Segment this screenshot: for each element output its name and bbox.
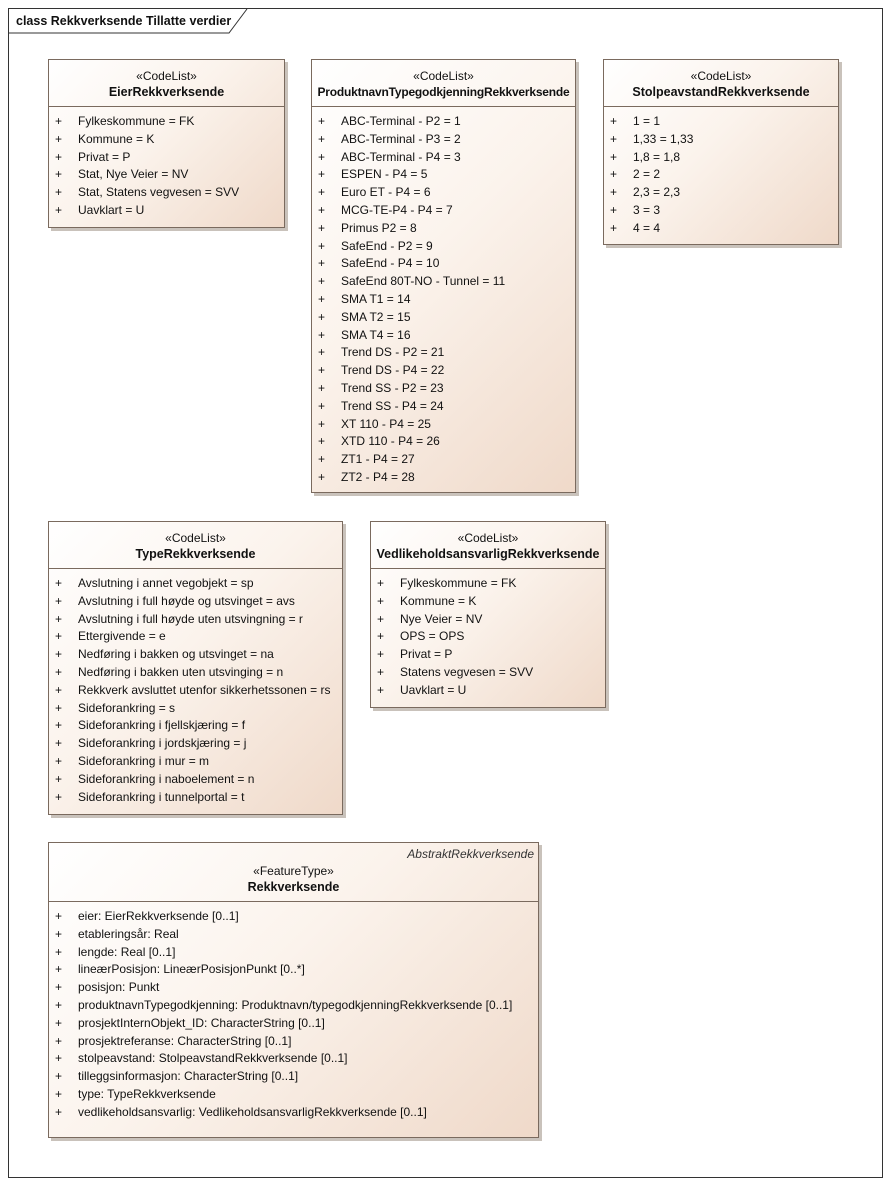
attribute-row[interactable] — [312, 398, 575, 416]
visibility-public-icon: + — [55, 202, 63, 217]
visibility-public-icon: + — [55, 1069, 63, 1084]
class-header — [49, 843, 538, 902]
attribute-text: Rekkverk avsluttet utenfor sikkerhetssonen = rs — [78, 682, 331, 697]
attribute-row[interactable] — [49, 184, 284, 202]
attribute-text: Sideforankring i mur = m — [78, 753, 210, 768]
visibility-public-icon: + — [55, 1086, 63, 1101]
visibility-public-icon: + — [318, 131, 326, 146]
visibility-public-icon: + — [55, 114, 63, 128]
attribute-row[interactable] — [604, 149, 838, 167]
attribute-row[interactable] — [49, 113, 284, 131]
attribute-text: type: TypeRekkverksende — [78, 1086, 216, 1101]
visibility-public-icon: + — [377, 611, 385, 626]
attribute-row[interactable] — [604, 220, 838, 238]
visibility-public-icon: + — [377, 664, 385, 679]
class-header — [49, 60, 284, 107]
visibility-public-icon: + — [610, 131, 618, 146]
visibility-public-icon: + — [55, 962, 63, 977]
stereotype-label: «CodeList» — [136, 69, 197, 83]
attribute-row[interactable] — [49, 979, 538, 997]
visibility-public-icon: + — [55, 909, 63, 923]
attribute-row[interactable] — [49, 1050, 538, 1068]
attribute-text: Trend DS - P2 = 21 — [341, 345, 445, 360]
visibility-public-icon: + — [55, 718, 63, 733]
attribute-text: prosjektInternObjekt_ID: CharacterString [0..1] — [78, 1015, 325, 1030]
attribute-row[interactable] — [49, 682, 342, 700]
attribute-list — [49, 107, 284, 224]
visibility-public-icon: + — [318, 149, 326, 164]
attribute-text: SMA T1 = 14 — [341, 291, 411, 306]
visibility-public-icon: + — [318, 309, 326, 324]
attribute-row[interactable] — [49, 700, 342, 718]
visibility-public-icon: + — [55, 131, 63, 146]
attribute-row[interactable] — [49, 166, 284, 184]
attribute-row[interactable] — [49, 1068, 538, 1086]
attribute-row[interactable] — [312, 273, 575, 291]
attribute-text: XTD 110 - P4 = 26 — [341, 434, 440, 449]
visibility-public-icon: + — [318, 452, 326, 467]
visibility-public-icon: + — [610, 220, 618, 235]
attribute-text: stolpeavstand: StolpeavstandRekkverksende [0..1] — [78, 1051, 348, 1066]
visibility-public-icon: + — [377, 682, 385, 697]
attribute-text: Kommune = K — [400, 593, 477, 608]
attribute-text: Uavklart = U — [400, 682, 467, 697]
visibility-public-icon: + — [55, 682, 63, 697]
attribute-text: 4 = 4 — [633, 220, 661, 235]
visibility-public-icon: + — [55, 753, 63, 768]
attribute-row[interactable] — [312, 362, 575, 380]
attribute-row[interactable] — [371, 664, 605, 682]
attribute-row[interactable] — [49, 753, 342, 771]
attribute-row[interactable] — [371, 646, 605, 664]
visibility-public-icon: + — [610, 114, 618, 128]
attribute-row[interactable] — [604, 113, 838, 131]
attribute-text: Stat, Statens vegvesen = SVV — [78, 185, 240, 200]
visibility-public-icon: + — [55, 1051, 63, 1066]
attribute-text: Nedføring i bakken uten utsvinging = n — [78, 664, 284, 679]
attribute-row[interactable] — [49, 149, 284, 167]
visibility-public-icon: + — [318, 469, 326, 484]
attribute-row[interactable] — [49, 131, 284, 149]
class-eier-rekkverksende[interactable] — [48, 59, 285, 228]
attribute-row[interactable] — [49, 664, 342, 682]
attribute-row[interactable] — [49, 1104, 538, 1122]
attribute-row[interactable] — [312, 166, 575, 184]
attribute-list — [49, 569, 342, 810]
stereotype-label: «CodeList» — [457, 531, 519, 545]
attribute-row[interactable] — [312, 255, 575, 273]
class-name: EierRekkverksende — [108, 85, 225, 99]
visibility-public-icon: + — [318, 345, 326, 360]
attribute-text: Trend DS - P4 = 22 — [341, 363, 445, 378]
attribute-row[interactable] — [49, 997, 538, 1015]
attribute-row[interactable] — [312, 220, 575, 238]
visibility-public-icon: + — [610, 185, 618, 200]
attribute-text: Nedføring i bakken og utsvinget = na — [78, 647, 274, 662]
attribute-text: SMA T4 = 16 — [341, 327, 411, 342]
attribute-text: SafeEnd - P4 = 10 — [341, 256, 440, 271]
attribute-text: Nye Veier = NV — [400, 611, 483, 626]
visibility-public-icon: + — [55, 647, 63, 662]
attribute-row[interactable] — [49, 575, 342, 593]
visibility-public-icon: + — [55, 611, 63, 626]
attribute-row[interactable] — [49, 628, 342, 646]
attribute-row[interactable] — [312, 327, 575, 345]
attribute-text: Privat = P — [78, 149, 131, 164]
visibility-public-icon: + — [318, 434, 326, 449]
attribute-text: 1,8 = 1,8 — [633, 149, 681, 164]
attribute-text: Fylkeskommune = FK — [78, 114, 195, 128]
attribute-text: vedlikeholdsansvarlig: VedlikeholdsansvarligRekkverksende [0..1] — [78, 1104, 427, 1119]
attribute-text: SMA T2 = 15 — [341, 309, 411, 324]
attribute-text: Primus P2 = 8 — [341, 220, 417, 235]
attribute-text: Trend SS - P4 = 24 — [341, 398, 444, 413]
frame-title: class Rekkverksende Tillatte verdier — [16, 14, 232, 28]
attribute-text: 2,3 = 2,3 — [633, 185, 681, 200]
visibility-public-icon: + — [610, 167, 618, 182]
attribute-text: posisjon: Punkt — [78, 980, 160, 995]
attribute-row[interactable] — [371, 682, 605, 700]
attribute-text: prosjektreferanse: CharacterString [0..1] — [78, 1033, 292, 1048]
class-name: StolpeavstandRekkverksende — [632, 85, 810, 99]
attribute-row[interactable] — [371, 611, 605, 629]
attribute-text: Sideforankring i naboelement = n — [78, 771, 255, 786]
attribute-text: Sideforankring i tunnelportal = t — [78, 789, 245, 804]
attribute-row[interactable] — [312, 149, 575, 167]
attribute-text: Avslutning i annet vegobjekt = sp — [78, 576, 254, 590]
visibility-public-icon: + — [318, 185, 326, 200]
attribute-row[interactable] — [49, 926, 538, 944]
attribute-row[interactable] — [49, 1033, 538, 1051]
attribute-row[interactable] — [371, 593, 605, 611]
attribute-text: ABC-Terminal - P4 = 3 — [341, 149, 461, 164]
attribute-row[interactable] — [312, 469, 575, 487]
visibility-public-icon: + — [55, 944, 63, 959]
attribute-list — [49, 902, 538, 1126]
visibility-public-icon: + — [318, 291, 326, 306]
class-header — [604, 60, 838, 107]
attribute-text: eier: EierRekkverksende [0..1] — [78, 909, 239, 923]
attribute-row[interactable] — [49, 611, 342, 629]
class-stolpeavstand-rekkverksende[interactable] — [603, 59, 839, 245]
attribute-text: produktnavnTypegodkjenning: Produktnavn/typegodkjenningRekkverksende [0..1] — [78, 997, 513, 1012]
visibility-public-icon: + — [318, 167, 326, 182]
visibility-public-icon: + — [610, 202, 618, 217]
attribute-text: Trend SS - P2 = 23 — [341, 380, 444, 395]
attribute-row[interactable] — [49, 789, 342, 807]
visibility-public-icon: + — [318, 114, 326, 128]
visibility-public-icon: + — [55, 700, 63, 715]
class-vedlikeholdsansvarlig-rekkverksende[interactable] — [370, 521, 606, 708]
attribute-row[interactable] — [49, 908, 538, 926]
attribute-text: ESPEN - P4 = 5 — [341, 167, 428, 182]
attribute-text: Avslutning i full høyde og utsvinget = avs — [78, 593, 295, 608]
attribute-row[interactable] — [312, 451, 575, 469]
attribute-text: 2 = 2 — [633, 167, 661, 182]
stereotype-label: «CodeList» — [165, 531, 226, 545]
attribute-text: Kommune = K — [78, 131, 155, 146]
attribute-row[interactable] — [49, 961, 538, 979]
visibility-public-icon: + — [318, 238, 326, 253]
class-name: Rekkverksende — [247, 880, 340, 894]
parent-class-label: AbstraktRekkverksende — [407, 847, 534, 861]
attribute-text: Sideforankring = s — [78, 700, 176, 715]
attribute-text: 1,33 = 1,33 — [633, 131, 694, 146]
attribute-row[interactable] — [312, 416, 575, 434]
visibility-public-icon: + — [318, 416, 326, 431]
attribute-row[interactable] — [604, 184, 838, 202]
class-rekkverksende[interactable] — [48, 842, 539, 1138]
attribute-text: lengde: Real [0..1] — [78, 944, 176, 959]
visibility-public-icon: + — [610, 149, 618, 164]
visibility-public-icon: + — [55, 789, 63, 804]
attribute-row[interactable] — [49, 1015, 538, 1033]
attribute-row[interactable] — [49, 771, 342, 789]
class-header — [49, 522, 342, 569]
class-produktnavn-typegodkjenning-rekkverksende[interactable] — [311, 59, 576, 493]
attribute-row[interactable] — [604, 166, 838, 184]
visibility-public-icon: + — [318, 327, 326, 342]
attribute-row[interactable] — [312, 202, 575, 220]
attribute-row[interactable] — [49, 593, 342, 611]
stereotype-label: «CodeList» — [690, 69, 752, 83]
attribute-text: ABC-Terminal - P2 = 1 — [341, 114, 461, 128]
attribute-text: Stat, Nye Veier = NV — [78, 167, 189, 182]
stereotype-label: «CodeList» — [413, 69, 474, 83]
visibility-public-icon: + — [55, 629, 63, 644]
visibility-public-icon: + — [55, 997, 63, 1012]
visibility-public-icon: + — [55, 1104, 63, 1119]
visibility-public-icon: + — [55, 980, 63, 995]
visibility-public-icon: + — [377, 593, 385, 608]
attribute-text: Uavklart = U — [78, 202, 145, 217]
attribute-text: ABC-Terminal - P3 = 2 — [341, 131, 461, 146]
attribute-text: 1 = 1 — [633, 114, 661, 128]
attribute-row[interactable] — [604, 202, 838, 220]
visibility-public-icon: + — [318, 274, 326, 289]
attribute-list — [604, 107, 838, 242]
attribute-list — [312, 107, 575, 491]
stereotype-label: «FeatureType» — [253, 864, 334, 878]
attribute-text: Statens vegvesen = SVV — [400, 664, 534, 679]
attribute-row[interactable] — [49, 202, 284, 220]
attribute-row[interactable] — [371, 575, 605, 593]
visibility-public-icon: + — [55, 149, 63, 164]
class-type-rekkverksende[interactable] — [48, 521, 343, 815]
attribute-text: Sideforankring i fjellskjæring = f — [78, 718, 246, 733]
class-header — [312, 60, 575, 107]
visibility-public-icon: + — [377, 576, 385, 590]
attribute-text: lineærPosisjon: LineærPosisjonPunkt [0..*] — [78, 962, 305, 977]
visibility-public-icon: + — [318, 256, 326, 271]
visibility-public-icon: + — [377, 629, 385, 644]
attribute-row[interactable] — [312, 131, 575, 149]
attribute-text: Euro ET - P4 = 6 — [341, 185, 431, 200]
attribute-row[interactable] — [312, 433, 575, 451]
attribute-row[interactable] — [312, 309, 575, 327]
attribute-text: tilleggsinformasjon: CharacterString [0..1] — [78, 1069, 299, 1084]
visibility-public-icon: + — [318, 220, 326, 235]
attribute-text: SafeEnd 80T-NO - Tunnel = 11 — [341, 274, 506, 289]
attribute-text: ZT1 - P4 = 27 — [341, 452, 415, 467]
attribute-text: etableringsår: Real — [78, 926, 179, 941]
attribute-row[interactable] — [371, 628, 605, 646]
visibility-public-icon: + — [55, 1015, 63, 1030]
attribute-text: Sideforankring i jordskjæring = j — [78, 736, 247, 751]
visibility-public-icon: + — [55, 1033, 63, 1048]
visibility-public-icon: + — [55, 926, 63, 941]
attribute-row[interactable] — [49, 735, 342, 753]
visibility-public-icon: + — [55, 736, 63, 751]
visibility-public-icon: + — [318, 398, 326, 413]
attribute-row[interactable] — [312, 380, 575, 398]
class-name: TypeRekkverksende — [135, 547, 256, 561]
attribute-text: SafeEnd - P2 = 9 — [341, 238, 433, 253]
attribute-text: 3 = 3 — [633, 202, 661, 217]
visibility-public-icon: + — [55, 185, 63, 200]
attribute-row[interactable] — [604, 131, 838, 149]
visibility-public-icon: + — [318, 380, 326, 395]
attribute-text: Avslutning i full høyde uten utsvingning = r — [78, 611, 303, 626]
attribute-row[interactable] — [49, 1086, 538, 1104]
attribute-text: Ettergivende = e — [78, 629, 166, 644]
attribute-row[interactable] — [312, 113, 575, 131]
visibility-public-icon: + — [55, 771, 63, 786]
visibility-public-icon: + — [55, 167, 63, 182]
attribute-row[interactable] — [312, 238, 575, 256]
attribute-list — [371, 569, 605, 704]
attribute-row[interactable] — [312, 344, 575, 362]
attribute-text: Fylkeskommune = FK — [400, 576, 517, 590]
class-name: VedlikeholdsansvarligRekkverksende — [376, 547, 600, 561]
class-header — [371, 522, 605, 569]
visibility-public-icon: + — [55, 576, 63, 590]
attribute-text: ZT2 - P4 = 28 — [341, 469, 415, 484]
attribute-row[interactable] — [312, 184, 575, 202]
attribute-text: XT 110 - P4 = 25 — [341, 416, 431, 431]
visibility-public-icon: + — [377, 647, 385, 662]
attribute-row[interactable] — [49, 717, 342, 735]
attribute-text: OPS = OPS — [400, 629, 465, 644]
visibility-public-icon: + — [55, 664, 63, 679]
visibility-public-icon: + — [318, 363, 326, 378]
attribute-text: Privat = P — [400, 647, 453, 662]
attribute-row[interactable] — [49, 646, 342, 664]
visibility-public-icon: + — [55, 593, 63, 608]
attribute-text: MCG-TE-P4 - P4 = 7 — [341, 202, 453, 217]
visibility-public-icon: + — [318, 202, 326, 217]
class-name: ProduktnavnTypegodkjenningRekkverksende — [317, 85, 570, 99]
attribute-row[interactable] — [49, 944, 538, 962]
attribute-row[interactable] — [312, 291, 575, 309]
